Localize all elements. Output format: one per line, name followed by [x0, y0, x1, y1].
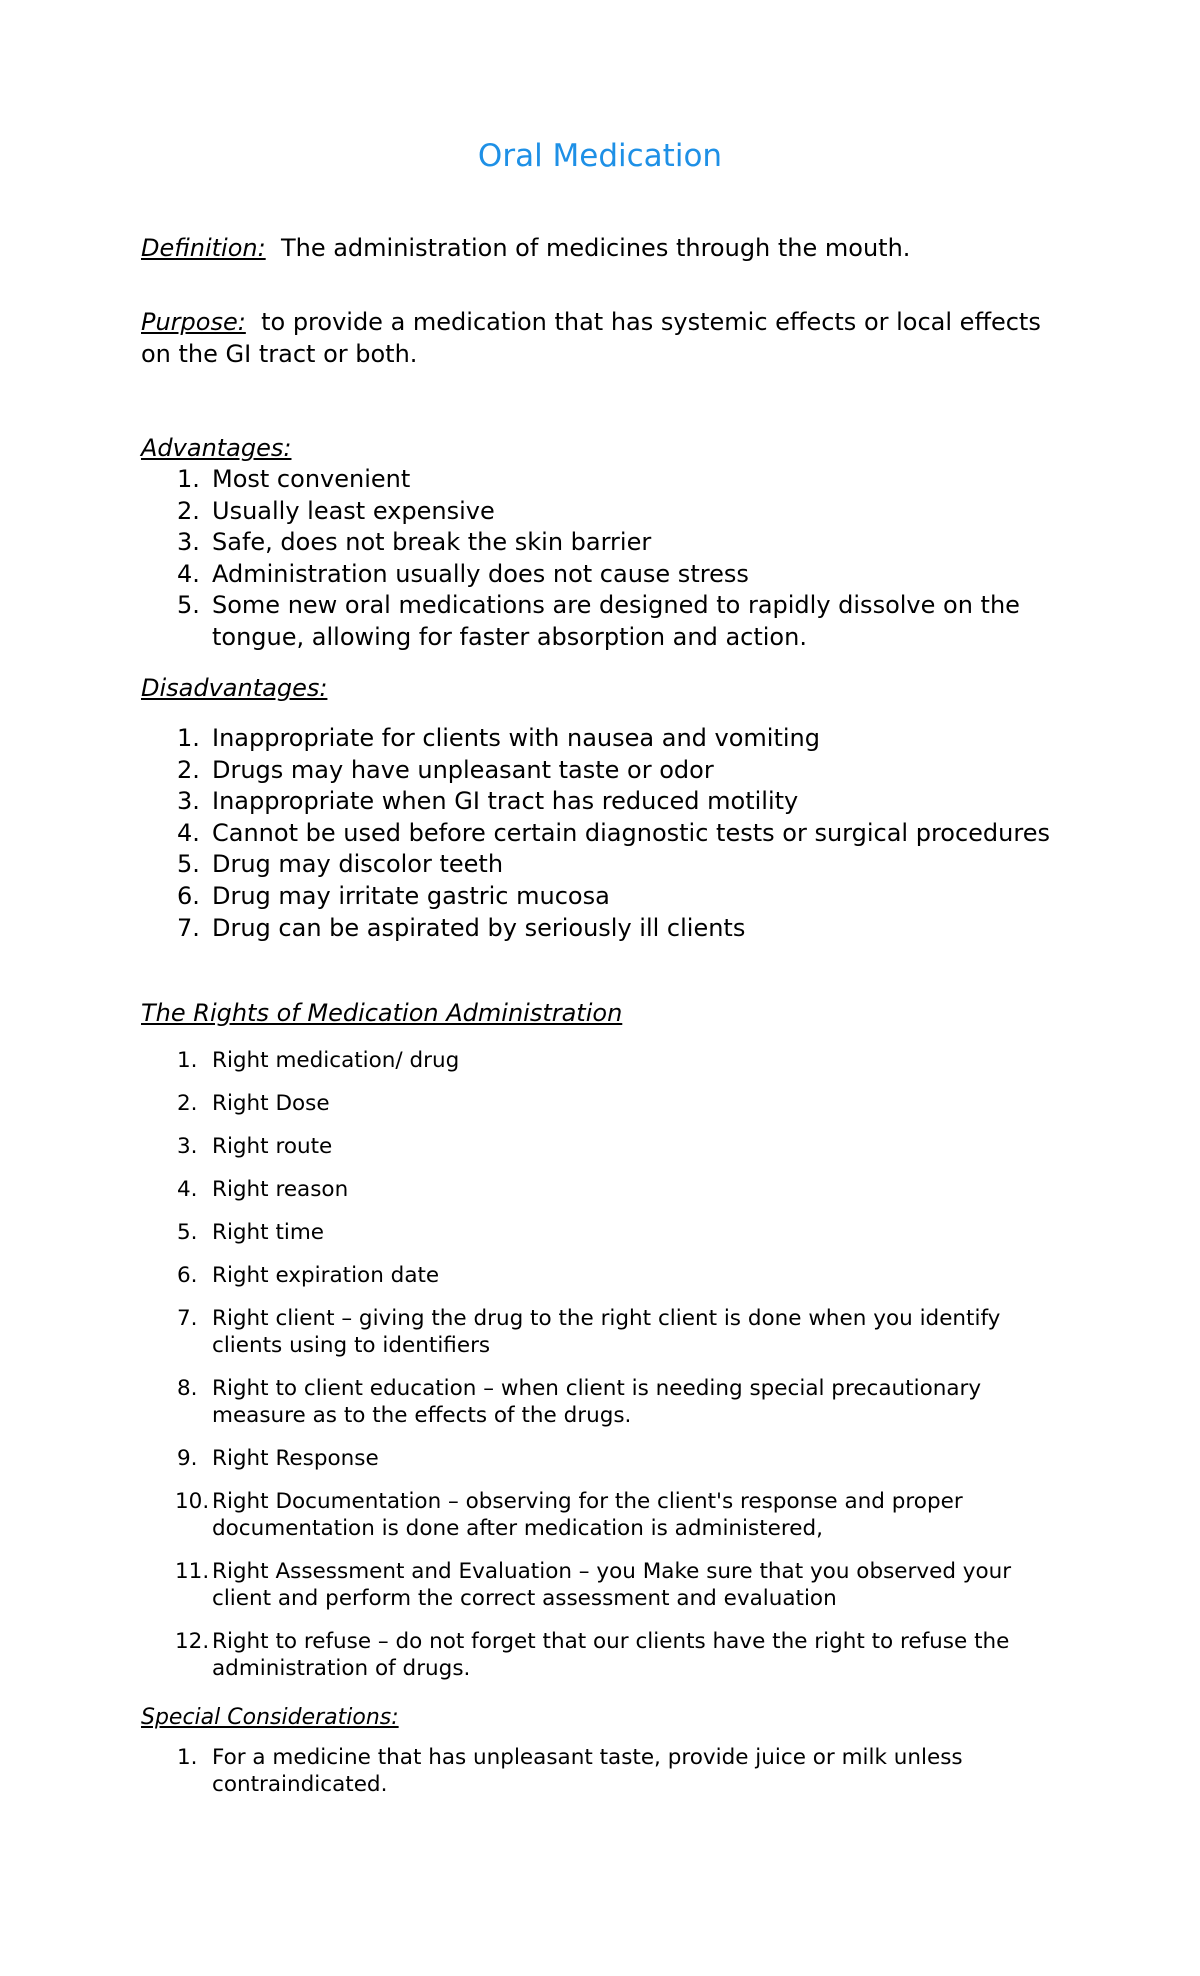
list-item: 6. Right expiration date [177, 1263, 440, 1288]
list-item: 4. Right reason [177, 1177, 349, 1202]
list-item: 2. Right Dose [177, 1091, 330, 1116]
list-item: 3. Inappropriate when GI tract has reduced motility [177, 787, 799, 816]
list-item: 3. Right route [177, 1134, 333, 1159]
definition-text: The administration of medicines through the mouth. [280, 234, 911, 262]
list-item: 10. Right Documentation – observing for the client's response and proper documentation is done after medication is administered, [175, 1489, 963, 1541]
list-item: 1. For a medicine that has unpleasant taste, provide juice or milk unless contraindicated. [177, 1745, 963, 1797]
advantages-heading: Advantages: [141, 434, 292, 462]
rights-heading: The Rights of Medication Administration [141, 999, 623, 1027]
special-considerations-list [141, 1744, 1051, 1798]
list-item: 1. Most convenient [177, 465, 411, 493]
list-item: 12. Right to refuse – do not forget that our clients have the right to refuse the administration of drugs. [175, 1629, 1010, 1681]
list-item: 7. Right client – giving the drug to the right client is done when you identify clients using to identifiers [177, 1306, 1001, 1358]
list-item: 2. Drugs may have unpleasant taste or odor [177, 755, 714, 784]
list-item: 5. Right time [177, 1220, 325, 1245]
list-item: 3. Safe, does not break the skin barrier [177, 528, 652, 557]
definition-paragraph [141, 232, 1051, 264]
list-item: 1. Right medication/ drug [177, 1048, 460, 1073]
list-item: 2. Usually least expensive [177, 496, 495, 525]
list-item: 8. Right to client education – when client is needing special precautionary measure as to the effects of the drugs. [177, 1376, 982, 1428]
purpose-text: to provide a medication that has systemic effects or local effects on the GI tract or both. [141, 308, 1041, 368]
purpose-paragraph [141, 306, 1051, 370]
rights-list [141, 1047, 1051, 1682]
list-item: 1. Inappropriate for clients with nausea and vomiting [177, 724, 820, 752]
purpose-label: Purpose: [141, 308, 246, 336]
disadvantages-heading: Disadvantages: [141, 674, 328, 702]
advantages-list [141, 464, 1051, 654]
list-item: 11. Right Assessment and Evaluation – you Make sure that you observed your client and perform the correct assessment and evaluation [175, 1559, 1012, 1611]
list-item: 5. Some new oral medications are designed to rapidly dissolve on the tongue, allowing for faster absorption and action. [177, 591, 1020, 651]
list-item: 5. Drug may discolor teeth [177, 850, 504, 879]
page-title: Oral Medication [477, 138, 723, 174]
list-item: 6. Drug may irritate gastric mucosa [177, 881, 610, 910]
definition-label: Definition: [141, 234, 266, 262]
list-item: 4. Cannot be used before certain diagnostic tests or surgical procedures [177, 818, 1050, 847]
special-considerations-heading: Special Considerations: [141, 1705, 399, 1730]
disadvantages-list [141, 723, 1051, 944]
list-item: 4. Administration usually does not cause stress [177, 559, 749, 588]
list-item: 7. Drug can be aspirated by seriously ill clients [177, 913, 746, 942]
list-item: 9. Right Response [177, 1446, 379, 1471]
